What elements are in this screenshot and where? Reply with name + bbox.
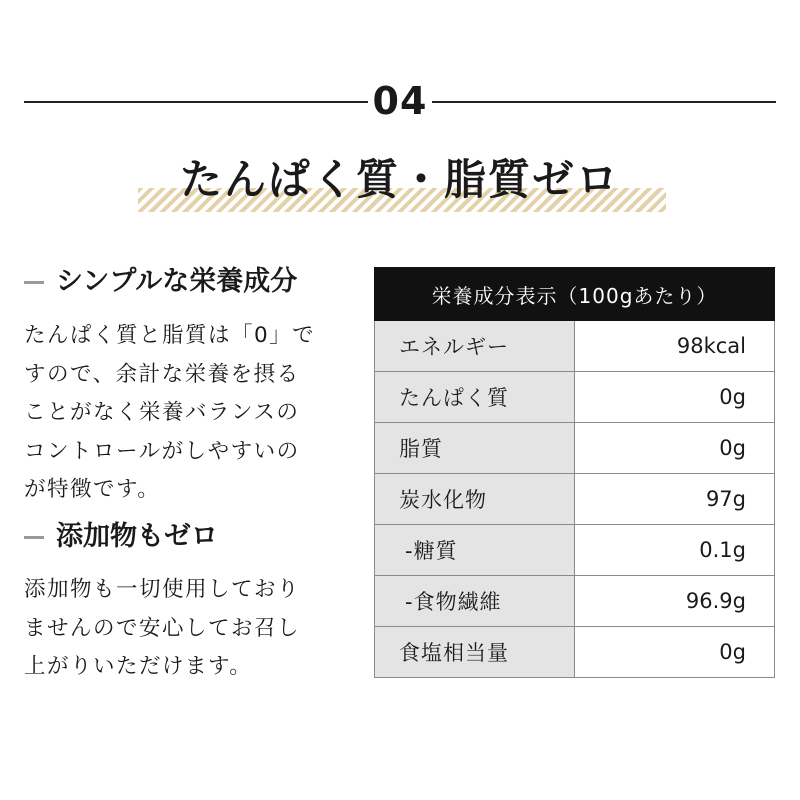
dash-icon <box>24 536 44 539</box>
description-line: ことがなく栄養バランスの <box>24 400 300 425</box>
table-row <box>375 423 775 474</box>
section-number: 04 <box>372 79 428 123</box>
header-rule-left <box>24 101 368 103</box>
header-rule-right <box>432 101 776 103</box>
nutrition-table-header: 栄養成分表示（100gあたり） <box>375 268 775 321</box>
nutrient-value: 97g <box>575 474 775 525</box>
nutrition-facts-table <box>374 267 775 678</box>
feature-description-no-additives <box>24 571 344 687</box>
description-line: 添加物も一切使用しており <box>24 577 301 602</box>
feature-heading-text: シンプルな栄養成分 <box>56 266 298 297</box>
table-row <box>375 627 775 678</box>
feature-heading-no-additives <box>24 517 218 557</box>
dash-icon <box>24 281 44 284</box>
description-line: が特徴です。 <box>24 477 161 502</box>
nutrient-label: 炭水化物 <box>375 474 575 525</box>
nutrient-value: 98kcal <box>575 321 775 372</box>
table-row <box>375 576 775 627</box>
nutrient-value: 0g <box>575 423 775 474</box>
nutrient-label: -糖質 <box>375 525 575 576</box>
description-line: たんぱく質と脂質は「0」で <box>24 323 316 348</box>
nutrient-label: 脂質 <box>375 423 575 474</box>
description-line: コントロールがしやすいの <box>24 438 300 464</box>
nutrient-value: 0g <box>575 372 775 423</box>
table-row <box>375 321 775 372</box>
nutrient-value: 96.9g <box>575 576 775 627</box>
table-row <box>375 474 775 525</box>
table-row <box>375 525 775 576</box>
nutrient-value: 0.1g <box>575 525 775 576</box>
nutrient-label: -食物繊維 <box>375 576 575 627</box>
description-line: すので、余計な栄養を摂る <box>24 361 300 387</box>
feature-heading-simple-nutrition <box>24 262 297 302</box>
table-row <box>375 372 775 423</box>
feature-heading-text: 添加物もゼロ <box>56 521 218 552</box>
description-line: 上がりいただけます。 <box>24 654 253 679</box>
nutrient-label: 食塩相当量 <box>375 627 575 678</box>
nutrient-value: 0g <box>575 627 775 678</box>
description-line: ませんので安心してお召し <box>24 615 301 641</box>
nutrient-label: エネルギー <box>375 321 575 372</box>
nutrient-label: たんぱく質 <box>375 372 575 423</box>
feature-description-simple-nutrition <box>24 317 344 510</box>
page-title: たんぱく質・脂質ゼロ <box>179 155 620 204</box>
